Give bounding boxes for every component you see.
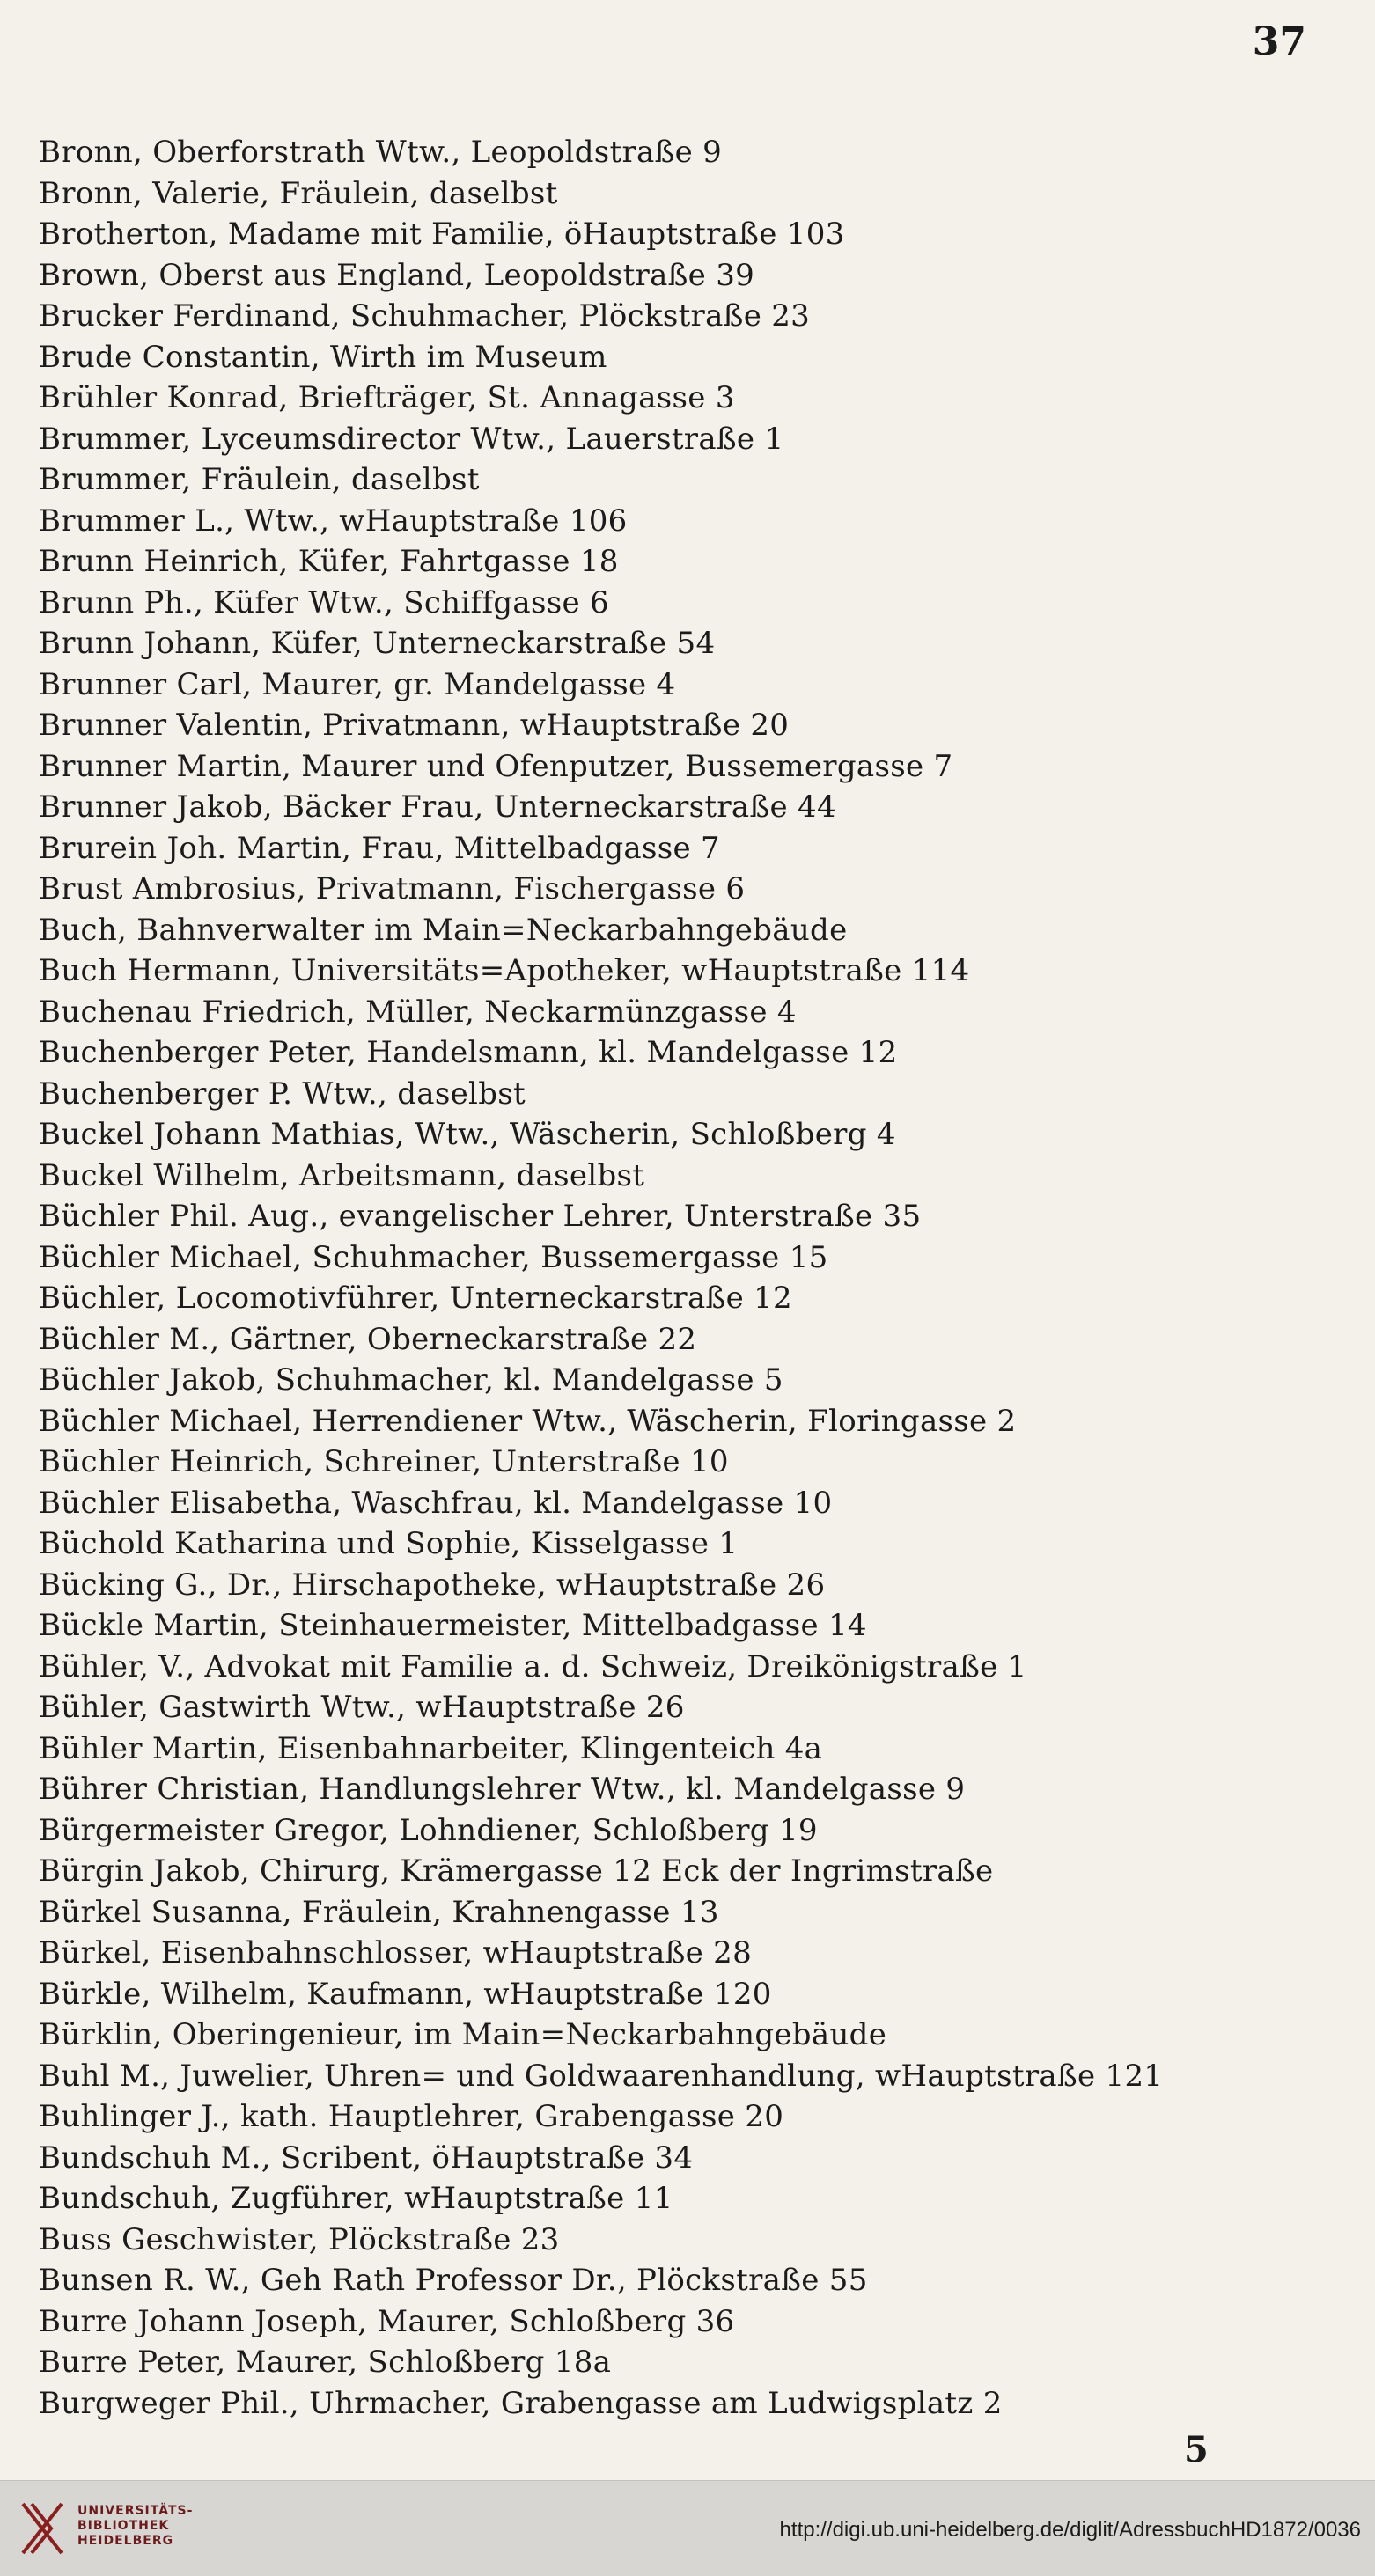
- library-name-line: BIBLIOTHEK: [77, 2519, 170, 2533]
- library-name-line: UNIVERSITÄTS-: [77, 2504, 194, 2518]
- directory-entry: Büchold Katharina und Sophie, Kisselgasse 1: [39, 1526, 739, 1561]
- directory-entry: Büchler Elisabetha, Waschfrau, kl. Mandelgasse 10: [39, 1485, 833, 1521]
- directory-entry: Brunner Carl, Maurer, gr. Mandelgasse 4: [39, 666, 676, 702]
- directory-entry: Brunn Heinrich, Küfer, Fahrtgasse 18: [39, 544, 619, 579]
- directory-entry: Bronn, Valerie, Fräulein, daselbst: [39, 175, 558, 211]
- directory-entry: Brown, Oberst aus England, Leopoldstraße 39: [39, 257, 755, 293]
- directory-entry: Bührer Christian, Handlungslehrer Wtw., kl. Mandelgasse 9: [39, 1772, 966, 1807]
- directory-entry: Büchler Jakob, Schuhmacher, kl. Mandelgasse 5: [39, 1362, 783, 1398]
- directory-entry: Bühler Martin, Eisenbahnarbeiter, Klingenteich 4a: [39, 1730, 823, 1766]
- directory-entry: Brurein Joh. Martin, Frau, Mittelbadgasse 7: [39, 830, 720, 866]
- directory-entry: Büchler Michael, Herrendiener Wtw., Wäscherin, Floringasse 2: [39, 1403, 1017, 1439]
- directory-entry: Bronn, Oberforstrath Wtw., Leopoldstraße 9: [39, 135, 723, 170]
- directory-entry: Brunner Valentin, Privatmann, wHauptstraße 20: [39, 708, 790, 743]
- directory-entry: Brude Constantin, Wirth im Museum: [39, 339, 607, 375]
- directory-entry: Bundschuh M., Scribent, öHauptstraße 34: [39, 2139, 694, 2176]
- signature-mark: 5: [1184, 2429, 1209, 2470]
- directory-entry: Buch Hermann, Universitäts=Apotheker, wHauptstraße 114: [39, 953, 970, 988]
- directory-entry: Buckel Johann Mathias, Wtw., Wäscherin, Schloßberg 4: [39, 1117, 896, 1152]
- directory-entry: Büchler Phil. Aug., evangelischer Lehrer, Unterstraße 35: [39, 1199, 922, 1234]
- directory-entry: Buhl M., Juwelier, Uhren= und Goldwaarenhandlung, wHauptstraße 121: [39, 2058, 1164, 2094]
- directory-entry: Büchler, Locomotivführer, Unterneckarstraße 12: [39, 1281, 792, 1316]
- directory-entry: Brunner Jakob, Bäcker Frau, Unterneckarstraße 44: [39, 789, 836, 825]
- directory-entry: Bücking G., Dr., Hirschapotheke, wHauptstraße 26: [39, 1567, 826, 1603]
- directory-entry: Brunn Ph., Küfer Wtw., Schiffgasse 6: [39, 584, 609, 620]
- directory-entry: Büchler Heinrich, Schreiner, Unterstraße 10: [39, 1444, 729, 1479]
- directory-entry: Brucker Ferdinand, Schuhmacher, Plöckstraße 23: [39, 298, 811, 334]
- directory-entry: Brummer, Fräulein, daselbst: [39, 462, 480, 497]
- library-name: [77, 2504, 193, 2549]
- directory-entry: Brunner Martin, Maurer und Ofenputzer, Bussemergasse 7: [39, 748, 953, 784]
- directory-entry: Bückle Martin, Steinhauermeister, Mittelbadgasse 14: [39, 1608, 867, 1643]
- directory-entry: Brummer L., Wtw., wHauptstraße 106: [39, 503, 628, 539]
- directory-entry: Büchler M., Gärtner, Oberneckarstraße 22: [39, 1321, 697, 1357]
- directory-entries: [39, 132, 1350, 2424]
- directory-entry: Brühler Konrad, Briefträger, St. Annagasse 3: [39, 380, 735, 415]
- directory-entry: Bürgin Jakob, Chirurg, Krämergasse 12 Eck der Ingrimstraße: [39, 1853, 994, 1889]
- directory-entry: Bürkle, Wilhelm, Kaufmann, wHauptstraße 120: [39, 1976, 772, 2012]
- directory-entry: Burgweger Phil., Uhrmacher, Grabengasse am Ludwigsplatz 2: [39, 2385, 1003, 2421]
- directory-entry: Bürklin, Oberingenieur, im Main=Neckarbahngebäude: [39, 2017, 887, 2052]
- directory-entry: Bürkel Susanna, Fräulein, Krahnengasse 13: [39, 1894, 719, 1930]
- directory-entry: Buchenberger P. Wtw., daselbst: [39, 1075, 526, 1112]
- directory-entry: Bürkel, Eisenbahnschlosser, wHauptstraße 28: [39, 1935, 753, 1971]
- directory-entry: Bühler, Gastwirth Wtw., wHauptstraße 26: [39, 1690, 685, 1725]
- directory-entry: Bundschuh, Zugführer, wHauptstraße 11: [39, 2181, 673, 2216]
- library-name-line: HEIDELBERG: [77, 2534, 174, 2548]
- directory-entry: Brummer, Lyceumsdirector Wtw., Lauerstraße 1: [39, 421, 784, 457]
- source-url-link[interactable]: http://digi.ub.uni-heidelberg.de/diglit/AdressbuchHD1872/0036: [779, 2518, 1361, 2542]
- directory-entry: Brust Ambrosius, Privatmann, Fischergasse 6: [39, 871, 746, 906]
- university-seal-icon: [16, 2497, 69, 2560]
- directory-entry: Buch, Bahnverwalter im Main=Neckarbahngebäude: [39, 912, 848, 948]
- directory-entry: Buchenberger Peter, Handelsmann, kl. Mandelgasse 12: [39, 1035, 898, 1070]
- directory-entry: Buss Geschwister, Plöckstraße 23: [39, 2221, 560, 2257]
- directory-entry: Brunn Johann, Küfer, Unterneckarstraße 54: [39, 626, 716, 661]
- directory-entry: Brotherton, Madame mit Familie, öHauptstraße 103: [39, 217, 845, 252]
- directory-entry: Bürgermeister Gregor, Lohndiener, Schloßberg 19: [39, 1812, 818, 1848]
- directory-entry: Buchenau Friedrich, Müller, Neckarmünzgasse 4: [39, 994, 797, 1030]
- directory-entry: Büchler Michael, Schuhmacher, Bussemergasse 15: [39, 1239, 828, 1275]
- directory-entry: Buckel Wilhelm, Arbeitsmann, daselbst: [39, 1157, 645, 1193]
- footer-bar: [0, 2480, 1375, 2576]
- directory-entry: Bunsen R. W., Geh Rath Professor Dr., Plöckstraße 55: [39, 2263, 868, 2298]
- directory-entry: Burre Johann Joseph, Maurer, Schloßberg 36: [39, 2303, 735, 2339]
- page-number: 37: [1252, 19, 1306, 64]
- directory-entry: Buhlinger J., kath. Hauptlehrer, Grabengasse 20: [39, 2099, 784, 2134]
- directory-entry: Burre Peter, Maurer, Schloßberg 18a: [39, 2345, 612, 2380]
- directory-entry: Bühler, V., Advokat mit Familie a. d. Schweiz, Dreikönigstraße 1: [39, 1648, 1027, 1684]
